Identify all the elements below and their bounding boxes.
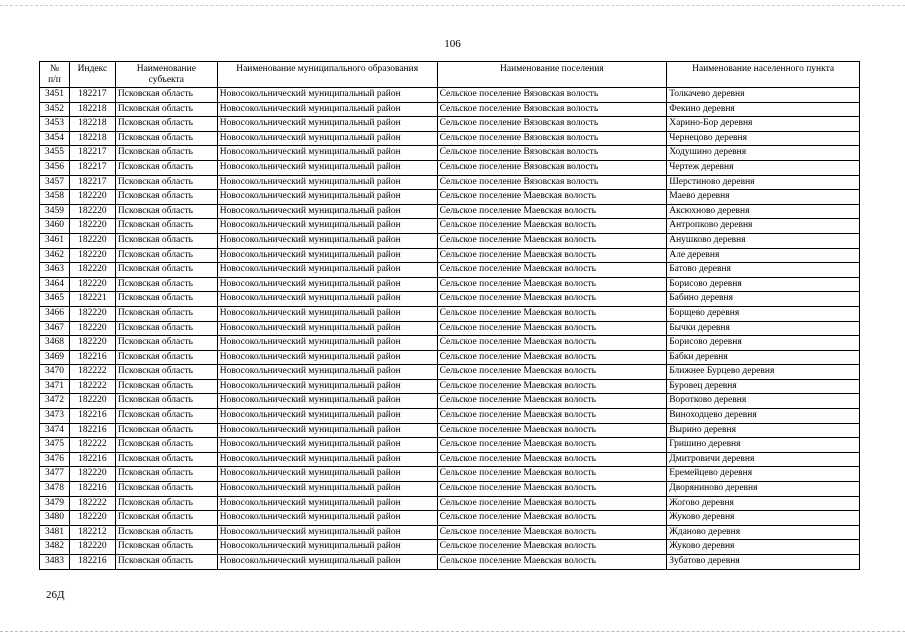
row-subject: Псковская область (115, 525, 217, 540)
row-locality: Бабино деревня (667, 292, 860, 307)
row-municipal: Новосокольнический муниципальный район (217, 379, 437, 394)
row-locality: Анушково деревня (667, 233, 860, 248)
row-settlement: Сельское поселение Маевская волость (437, 409, 667, 424)
row-locality: Бабки деревня (667, 350, 860, 365)
row-locality: Шерстиново деревня (667, 175, 860, 190)
row-num: 3469 (40, 350, 70, 365)
row-index: 182222 (69, 496, 115, 511)
row-index: 182216 (69, 409, 115, 424)
row-locality: Антропково деревня (667, 219, 860, 234)
table-row (40, 292, 860, 307)
row-locality: Батово деревня (667, 263, 860, 278)
row-index: 182220 (69, 467, 115, 482)
table-row (40, 131, 860, 146)
row-num: 3460 (40, 219, 70, 234)
row-index: 182222 (69, 365, 115, 380)
row-municipal: Новосокольнический муниципальный район (217, 525, 437, 540)
row-num: 3462 (40, 248, 70, 263)
row-settlement: Сельское поселение Вязовская волость (437, 146, 667, 161)
row-municipal: Новосокольнический муниципальный район (217, 160, 437, 175)
row-subject: Псковская область (115, 452, 217, 467)
row-index: 182220 (69, 204, 115, 219)
table-row (40, 336, 860, 351)
table-body (40, 88, 860, 570)
row-num: 3474 (40, 423, 70, 438)
row-locality: Чертеж деревня (667, 160, 860, 175)
row-subject: Псковская область (115, 233, 217, 248)
table-row (40, 204, 860, 219)
header-num (40, 62, 70, 88)
header-locality: Наименование населенного пункта (667, 62, 860, 88)
table-row (40, 452, 860, 467)
header-subject (115, 62, 217, 88)
row-subject: Псковская область (115, 175, 217, 190)
row-municipal: Новосокольнический муниципальный район (217, 175, 437, 190)
row-locality: Вырино деревня (667, 423, 860, 438)
row-subject: Псковская область (115, 496, 217, 511)
row-index: 182220 (69, 233, 115, 248)
table-row (40, 102, 860, 117)
row-locality: Дворяниново деревня (667, 482, 860, 497)
row-municipal: Новосокольнический муниципальный район (217, 452, 437, 467)
row-num: 3451 (40, 88, 70, 103)
row-num: 3476 (40, 452, 70, 467)
row-settlement: Сельское поселение Маевская волость (437, 336, 667, 351)
table-header-row (40, 62, 860, 88)
row-num: 3455 (40, 146, 70, 161)
footer-code: 26Д (46, 589, 65, 601)
row-subject: Псковская область (115, 336, 217, 351)
row-locality: Жогово деревня (667, 496, 860, 511)
row-settlement: Сельское поселение Маевская волость (437, 248, 667, 263)
row-subject: Псковская область (115, 438, 217, 453)
row-locality: Борщево деревня (667, 306, 860, 321)
row-subject: Псковская область (115, 263, 217, 278)
row-locality: Еремейцево деревня (667, 467, 860, 482)
row-index: 182212 (69, 525, 115, 540)
row-municipal: Новосокольнический муниципальный район (217, 496, 437, 511)
row-locality: Борисово деревня (667, 277, 860, 292)
row-subject: Псковская область (115, 160, 217, 175)
row-municipal: Новосокольнический муниципальный район (217, 277, 437, 292)
row-num: 3481 (40, 525, 70, 540)
row-num: 3461 (40, 233, 70, 248)
row-locality: Чернецово деревня (667, 131, 860, 146)
row-municipal: Новосокольнический муниципальный район (217, 219, 437, 234)
row-num: 3465 (40, 292, 70, 307)
row-settlement: Сельское поселение Маевская волость (437, 467, 667, 482)
settlements-table (39, 61, 860, 570)
row-index: 182217 (69, 175, 115, 190)
row-subject: Псковская область (115, 321, 217, 336)
row-settlement: Сельское поселение Маевская волость (437, 394, 667, 409)
row-num: 3466 (40, 306, 70, 321)
row-num: 3482 (40, 540, 70, 555)
table-row (40, 394, 860, 409)
table-row (40, 496, 860, 511)
table-row (40, 146, 860, 161)
row-index: 182220 (69, 190, 115, 205)
row-settlement: Сельское поселение Маевская волость (437, 423, 667, 438)
table-header (40, 62, 860, 88)
row-subject: Псковская область (115, 350, 217, 365)
table-row (40, 365, 860, 380)
table-row (40, 277, 860, 292)
row-municipal: Новосокольнический муниципальный район (217, 190, 437, 205)
row-num: 3458 (40, 190, 70, 205)
row-settlement: Сельское поселение Маевская волость (437, 350, 667, 365)
row-subject: Псковская область (115, 190, 217, 205)
row-settlement: Сельское поселение Маевская волость (437, 263, 667, 278)
row-num: 3483 (40, 555, 70, 570)
row-num: 3464 (40, 277, 70, 292)
row-municipal: Новосокольнический муниципальный район (217, 102, 437, 117)
row-settlement: Сельское поселение Вязовская волость (437, 102, 667, 117)
row-subject: Псковская область (115, 292, 217, 307)
header-num-line2: п/п (48, 75, 61, 85)
row-settlement: Сельское поселение Вязовская волость (437, 117, 667, 132)
row-index: 182216 (69, 482, 115, 497)
row-municipal: Новосокольнический муниципальный район (217, 117, 437, 132)
row-num: 3479 (40, 496, 70, 511)
header-index: Индекс (69, 62, 115, 88)
row-settlement: Сельское поселение Вязовская волость (437, 131, 667, 146)
row-locality: Жуково деревня (667, 540, 860, 555)
row-index: 182218 (69, 131, 115, 146)
row-municipal: Новосокольнический муниципальный район (217, 204, 437, 219)
row-index: 182221 (69, 292, 115, 307)
row-settlement: Сельское поселение Маевская волость (437, 482, 667, 497)
row-locality: Дмитровичи деревня (667, 452, 860, 467)
row-municipal: Новосокольнический муниципальный район (217, 365, 437, 380)
table-row (40, 438, 860, 453)
row-municipal: Новосокольнический муниципальный район (217, 292, 437, 307)
row-municipal: Новосокольнический муниципальный район (217, 248, 437, 263)
row-num: 3456 (40, 160, 70, 175)
row-locality: Виноходцево деревня (667, 409, 860, 424)
row-subject: Псковская область (115, 131, 217, 146)
row-subject: Псковская область (115, 409, 217, 424)
row-municipal: Новосокольнический муниципальный район (217, 438, 437, 453)
row-settlement: Сельское поселение Маевская волость (437, 496, 667, 511)
row-subject: Псковская область (115, 88, 217, 103)
row-settlement: Сельское поселение Вязовская волость (437, 160, 667, 175)
row-subject: Псковская область (115, 277, 217, 292)
row-index: 182220 (69, 394, 115, 409)
table-row (40, 540, 860, 555)
row-municipal: Новосокольнический муниципальный район (217, 423, 437, 438)
row-index: 182220 (69, 248, 115, 263)
row-locality: Буровец деревня (667, 379, 860, 394)
row-settlement: Сельское поселение Маевская волость (437, 219, 667, 234)
row-settlement: Сельское поселение Маевская волость (437, 306, 667, 321)
row-municipal: Новосокольнический муниципальный район (217, 511, 437, 526)
row-locality: Жданово деревня (667, 525, 860, 540)
row-settlement: Сельское поселение Вязовская волость (437, 175, 667, 190)
row-municipal: Новосокольнический муниципальный район (217, 88, 437, 103)
row-settlement: Сельское поселение Маевская волость (437, 438, 667, 453)
row-settlement: Сельское поселение Маевская волость (437, 190, 667, 205)
row-subject: Псковская область (115, 482, 217, 497)
row-num: 3470 (40, 365, 70, 380)
row-municipal: Новосокольнический муниципальный район (217, 306, 437, 321)
row-index: 182216 (69, 555, 115, 570)
row-subject: Псковская область (115, 365, 217, 380)
row-locality: Але деревня (667, 248, 860, 263)
scan-top-edge (0, 5, 905, 6)
row-locality: Гришино деревня (667, 438, 860, 453)
row-settlement: Сельское поселение Маевская волость (437, 452, 667, 467)
row-municipal: Новосокольнический муниципальный район (217, 321, 437, 336)
row-locality: Харино-Бор деревня (667, 117, 860, 132)
row-subject: Псковская область (115, 540, 217, 555)
table-row (40, 88, 860, 103)
row-settlement: Сельское поселение Маевская волость (437, 321, 667, 336)
row-locality: Ходушино деревня (667, 146, 860, 161)
row-municipal: Новосокольнический муниципальный район (217, 540, 437, 555)
row-index: 182217 (69, 146, 115, 161)
row-num: 3454 (40, 131, 70, 146)
row-index: 182218 (69, 102, 115, 117)
page-number: 106 (444, 38, 461, 50)
table-row (40, 525, 860, 540)
row-locality: Бычки деревня (667, 321, 860, 336)
row-num: 3453 (40, 117, 70, 132)
table-row (40, 233, 860, 248)
row-num: 3480 (40, 511, 70, 526)
row-index: 182220 (69, 277, 115, 292)
row-num: 3457 (40, 175, 70, 190)
row-municipal: Новосокольнический муниципальный район (217, 482, 437, 497)
header-num-line1: № (49, 64, 60, 74)
row-index: 182217 (69, 88, 115, 103)
row-index: 182220 (69, 540, 115, 555)
row-municipal: Новосокольнический муниципальный район (217, 467, 437, 482)
table-row (40, 321, 860, 336)
row-municipal: Новосокольнический муниципальный район (217, 263, 437, 278)
row-num: 3463 (40, 263, 70, 278)
row-subject: Псковская область (115, 204, 217, 219)
row-municipal: Новосокольнический муниципальный район (217, 350, 437, 365)
table-row (40, 263, 860, 278)
row-locality: Маево деревня (667, 190, 860, 205)
row-subject: Псковская область (115, 423, 217, 438)
row-index: 182218 (69, 117, 115, 132)
row-locality: Жуково деревня (667, 511, 860, 526)
row-index: 182222 (69, 379, 115, 394)
row-municipal: Новосокольнический муниципальный район (217, 409, 437, 424)
table-row (40, 117, 860, 132)
table-row (40, 423, 860, 438)
table-row (40, 160, 860, 175)
row-subject: Псковская область (115, 219, 217, 234)
row-subject: Псковская область (115, 379, 217, 394)
header-subject-line2: субъекта (148, 75, 185, 85)
row-settlement: Сельское поселение Маевская волость (437, 365, 667, 380)
row-num: 3478 (40, 482, 70, 497)
row-settlement: Сельское поселение Вязовская волость (437, 88, 667, 103)
row-subject: Псковская область (115, 511, 217, 526)
row-municipal: Новосокольнический муниципальный район (217, 394, 437, 409)
row-subject: Псковская область (115, 555, 217, 570)
row-locality: Зубатово деревня (667, 555, 860, 570)
row-locality: Борисово деревня (667, 336, 860, 351)
row-municipal: Новосокольнический муниципальный район (217, 336, 437, 351)
header-subject-line1: Наименование (136, 64, 196, 74)
row-num: 3473 (40, 409, 70, 424)
row-settlement: Сельское поселение Маевская волость (437, 379, 667, 394)
header-municipal: Наименование муниципального образования (217, 62, 437, 88)
table-row (40, 467, 860, 482)
row-index: 182220 (69, 219, 115, 234)
row-index: 182216 (69, 423, 115, 438)
row-subject: Псковская область (115, 467, 217, 482)
row-index: 182220 (69, 321, 115, 336)
row-subject: Псковская область (115, 248, 217, 263)
row-index: 182220 (69, 263, 115, 278)
row-num: 3468 (40, 336, 70, 351)
table-row (40, 306, 860, 321)
row-subject: Псковская область (115, 117, 217, 132)
row-locality: Толкачево деревня (667, 88, 860, 103)
row-settlement: Сельское поселение Маевская волость (437, 292, 667, 307)
table-row (40, 511, 860, 526)
table-row (40, 248, 860, 263)
row-municipal: Новосокольнический муниципальный район (217, 131, 437, 146)
row-subject: Псковская область (115, 306, 217, 321)
table-row (40, 555, 860, 570)
row-locality: Воротково деревня (667, 394, 860, 409)
row-index: 182220 (69, 511, 115, 526)
row-subject: Псковская область (115, 146, 217, 161)
row-subject: Псковская область (115, 102, 217, 117)
row-index: 182216 (69, 452, 115, 467)
table-row (40, 379, 860, 394)
row-settlement: Сельское поселение Маевская волость (437, 525, 667, 540)
row-settlement: Сельское поселение Маевская волость (437, 540, 667, 555)
row-num: 3467 (40, 321, 70, 336)
row-index: 182220 (69, 336, 115, 351)
row-num: 3472 (40, 394, 70, 409)
row-settlement: Сельское поселение Маевская волость (437, 233, 667, 248)
row-locality: Фекино деревня (667, 102, 860, 117)
table-row (40, 350, 860, 365)
table-row (40, 175, 860, 190)
row-subject: Псковская область (115, 394, 217, 409)
row-locality: Ближнее Бурцево деревня (667, 365, 860, 380)
table-row (40, 219, 860, 234)
table-row (40, 482, 860, 497)
row-num: 3477 (40, 467, 70, 482)
row-settlement: Сельское поселение Маевская волость (437, 511, 667, 526)
row-index: 182222 (69, 438, 115, 453)
header-settlement: Наименование поселения (437, 62, 667, 88)
table-row (40, 409, 860, 424)
scan-bottom-edge (0, 631, 905, 632)
row-municipal: Новосокольнический муниципальный район (217, 233, 437, 248)
row-locality: Аксюхново деревня (667, 204, 860, 219)
row-num: 3471 (40, 379, 70, 394)
row-settlement: Сельское поселение Маевская волость (437, 277, 667, 292)
row-index: 182217 (69, 160, 115, 175)
row-num: 3452 (40, 102, 70, 117)
row-municipal: Новосокольнический муниципальный район (217, 146, 437, 161)
table-row (40, 190, 860, 205)
row-num: 3475 (40, 438, 70, 453)
row-settlement: Сельское поселение Маевская волость (437, 204, 667, 219)
row-municipal: Новосокольнический муниципальный район (217, 555, 437, 570)
row-index: 182220 (69, 306, 115, 321)
row-settlement: Сельское поселение Маевская волость (437, 555, 667, 570)
row-index: 182216 (69, 350, 115, 365)
row-num: 3459 (40, 204, 70, 219)
